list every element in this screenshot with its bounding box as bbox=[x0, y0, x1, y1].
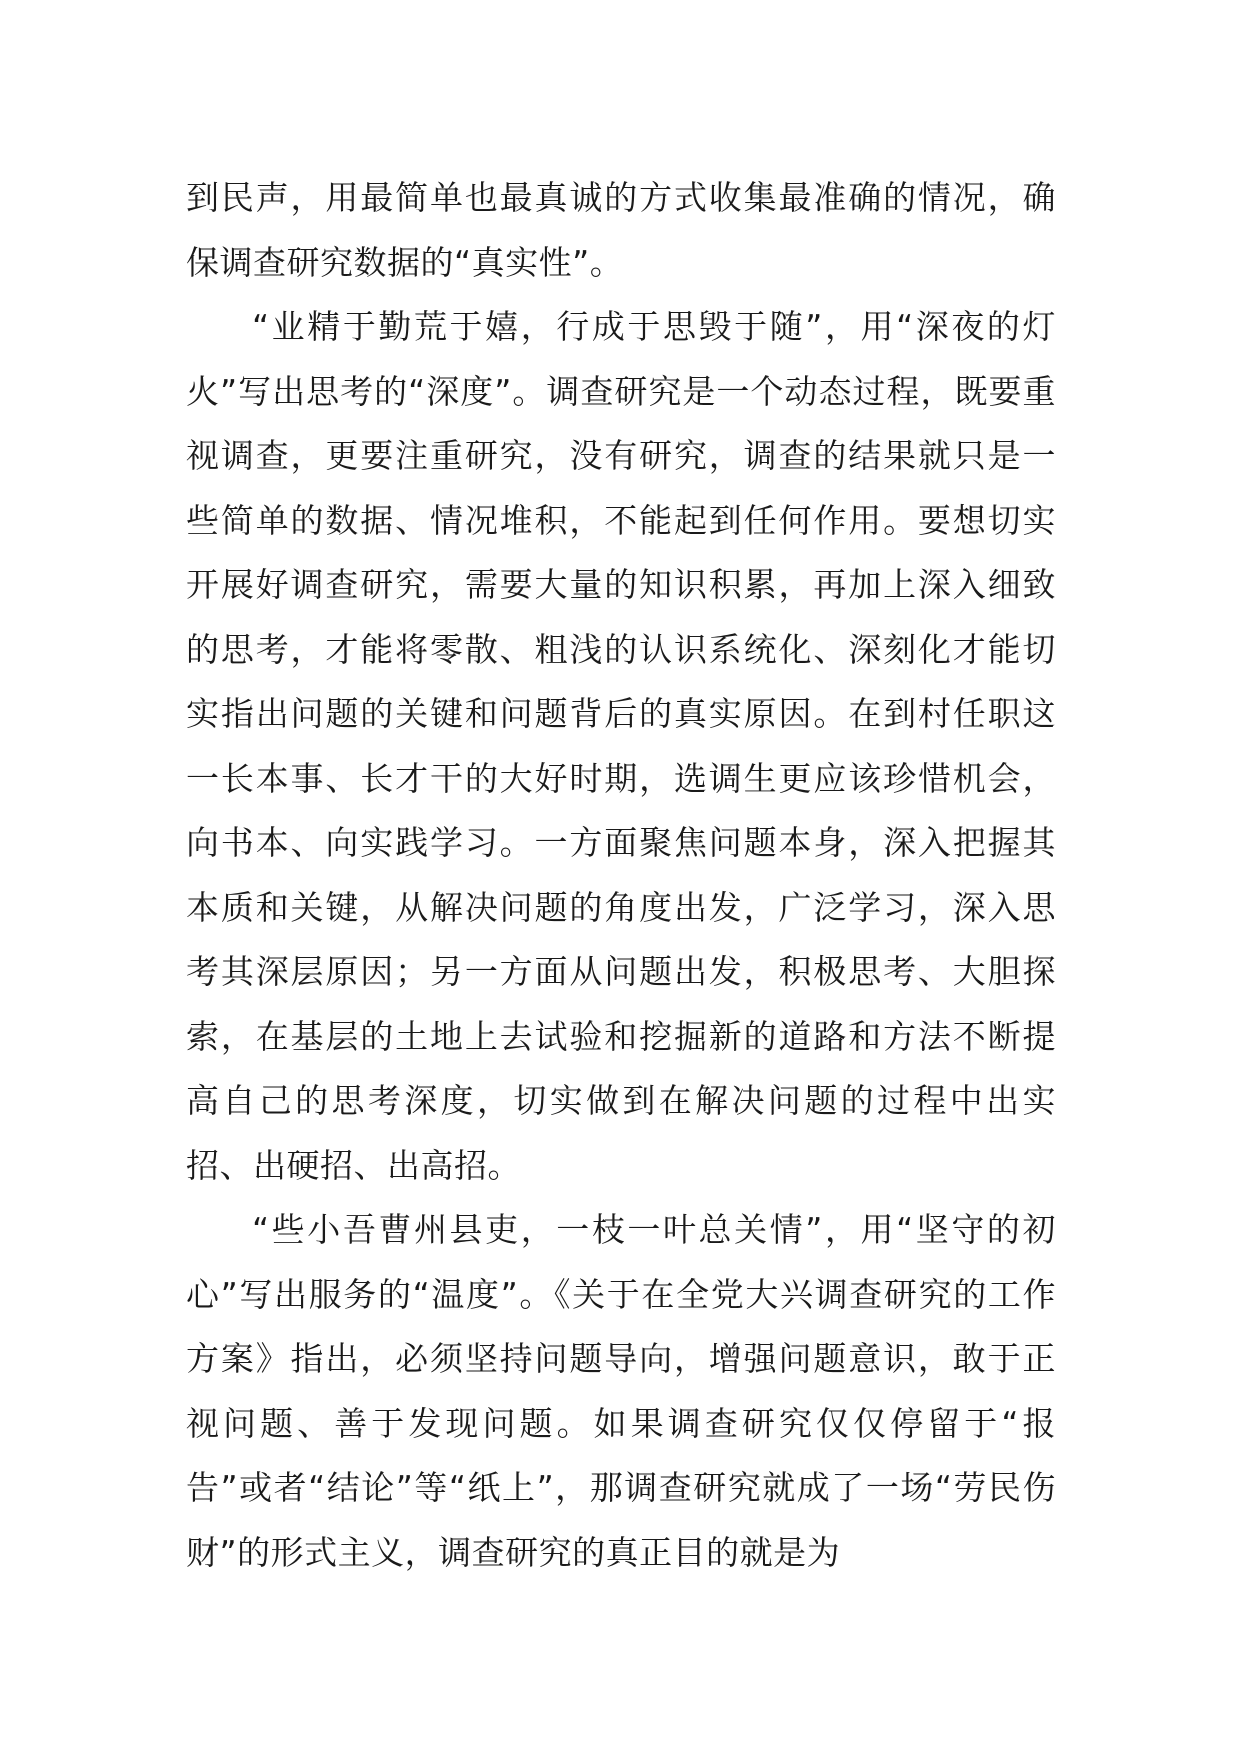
document-body bbox=[186, 166, 1056, 1585]
paragraph-3: “些小吾曹州县吏，一枝一叶总关情”，用“坚守的初心”写出服务的“温度”。《关于在全党大兴调查研究的工作方案》指出，必须坚持问题导向，增强问题意识，敢于正视问题、善于发现问题。如果调查研究仅仅停留于“报告”或者“结论”等“纸上”，那调查研究就成了一场“劳民伤财”的形式主义，调查研究的真正目的就是为 bbox=[186, 1210, 1056, 1572]
paragraph-1: 到民声，用最简单也最真诚的方式收集最准确的情况，确保调查研究数据的“真实性”。 bbox=[186, 178, 1056, 282]
paragraph-2: “业精于勤荒于嬉，行成于思毁于随”，用“深夜的灯火”写出思考的“深度”。调查研究是一个动态过程，既要重视调查，更要注重研究，没有研究，调查的结果就只是一些简单的数据、情况堆积，不能起到任何作用。要想切实开展好调查研究，需要大量的知识积累，再加上深入细致的思考，才能将零散、粗浅的认识系统化、深刻化才能切实指出问题的关键和问题背后的真实原因。在到村任职这一长本事、长才干的大好时期，选调生更应该珍惜机会，向书本、向实践学习。一方面聚焦问题本身，深入把握其本质和关键，从解决问题的角度出发，广泛学习，深入思考其深层原因；另一方面从问题出发，积极思考、大胆探索，在基层的土地上去试验和挖掘新的道路和方法不断提高自己的思考深度，切实做到在解决问题的过程中出实招、出硬招、出高招。 bbox=[186, 307, 1056, 1185]
